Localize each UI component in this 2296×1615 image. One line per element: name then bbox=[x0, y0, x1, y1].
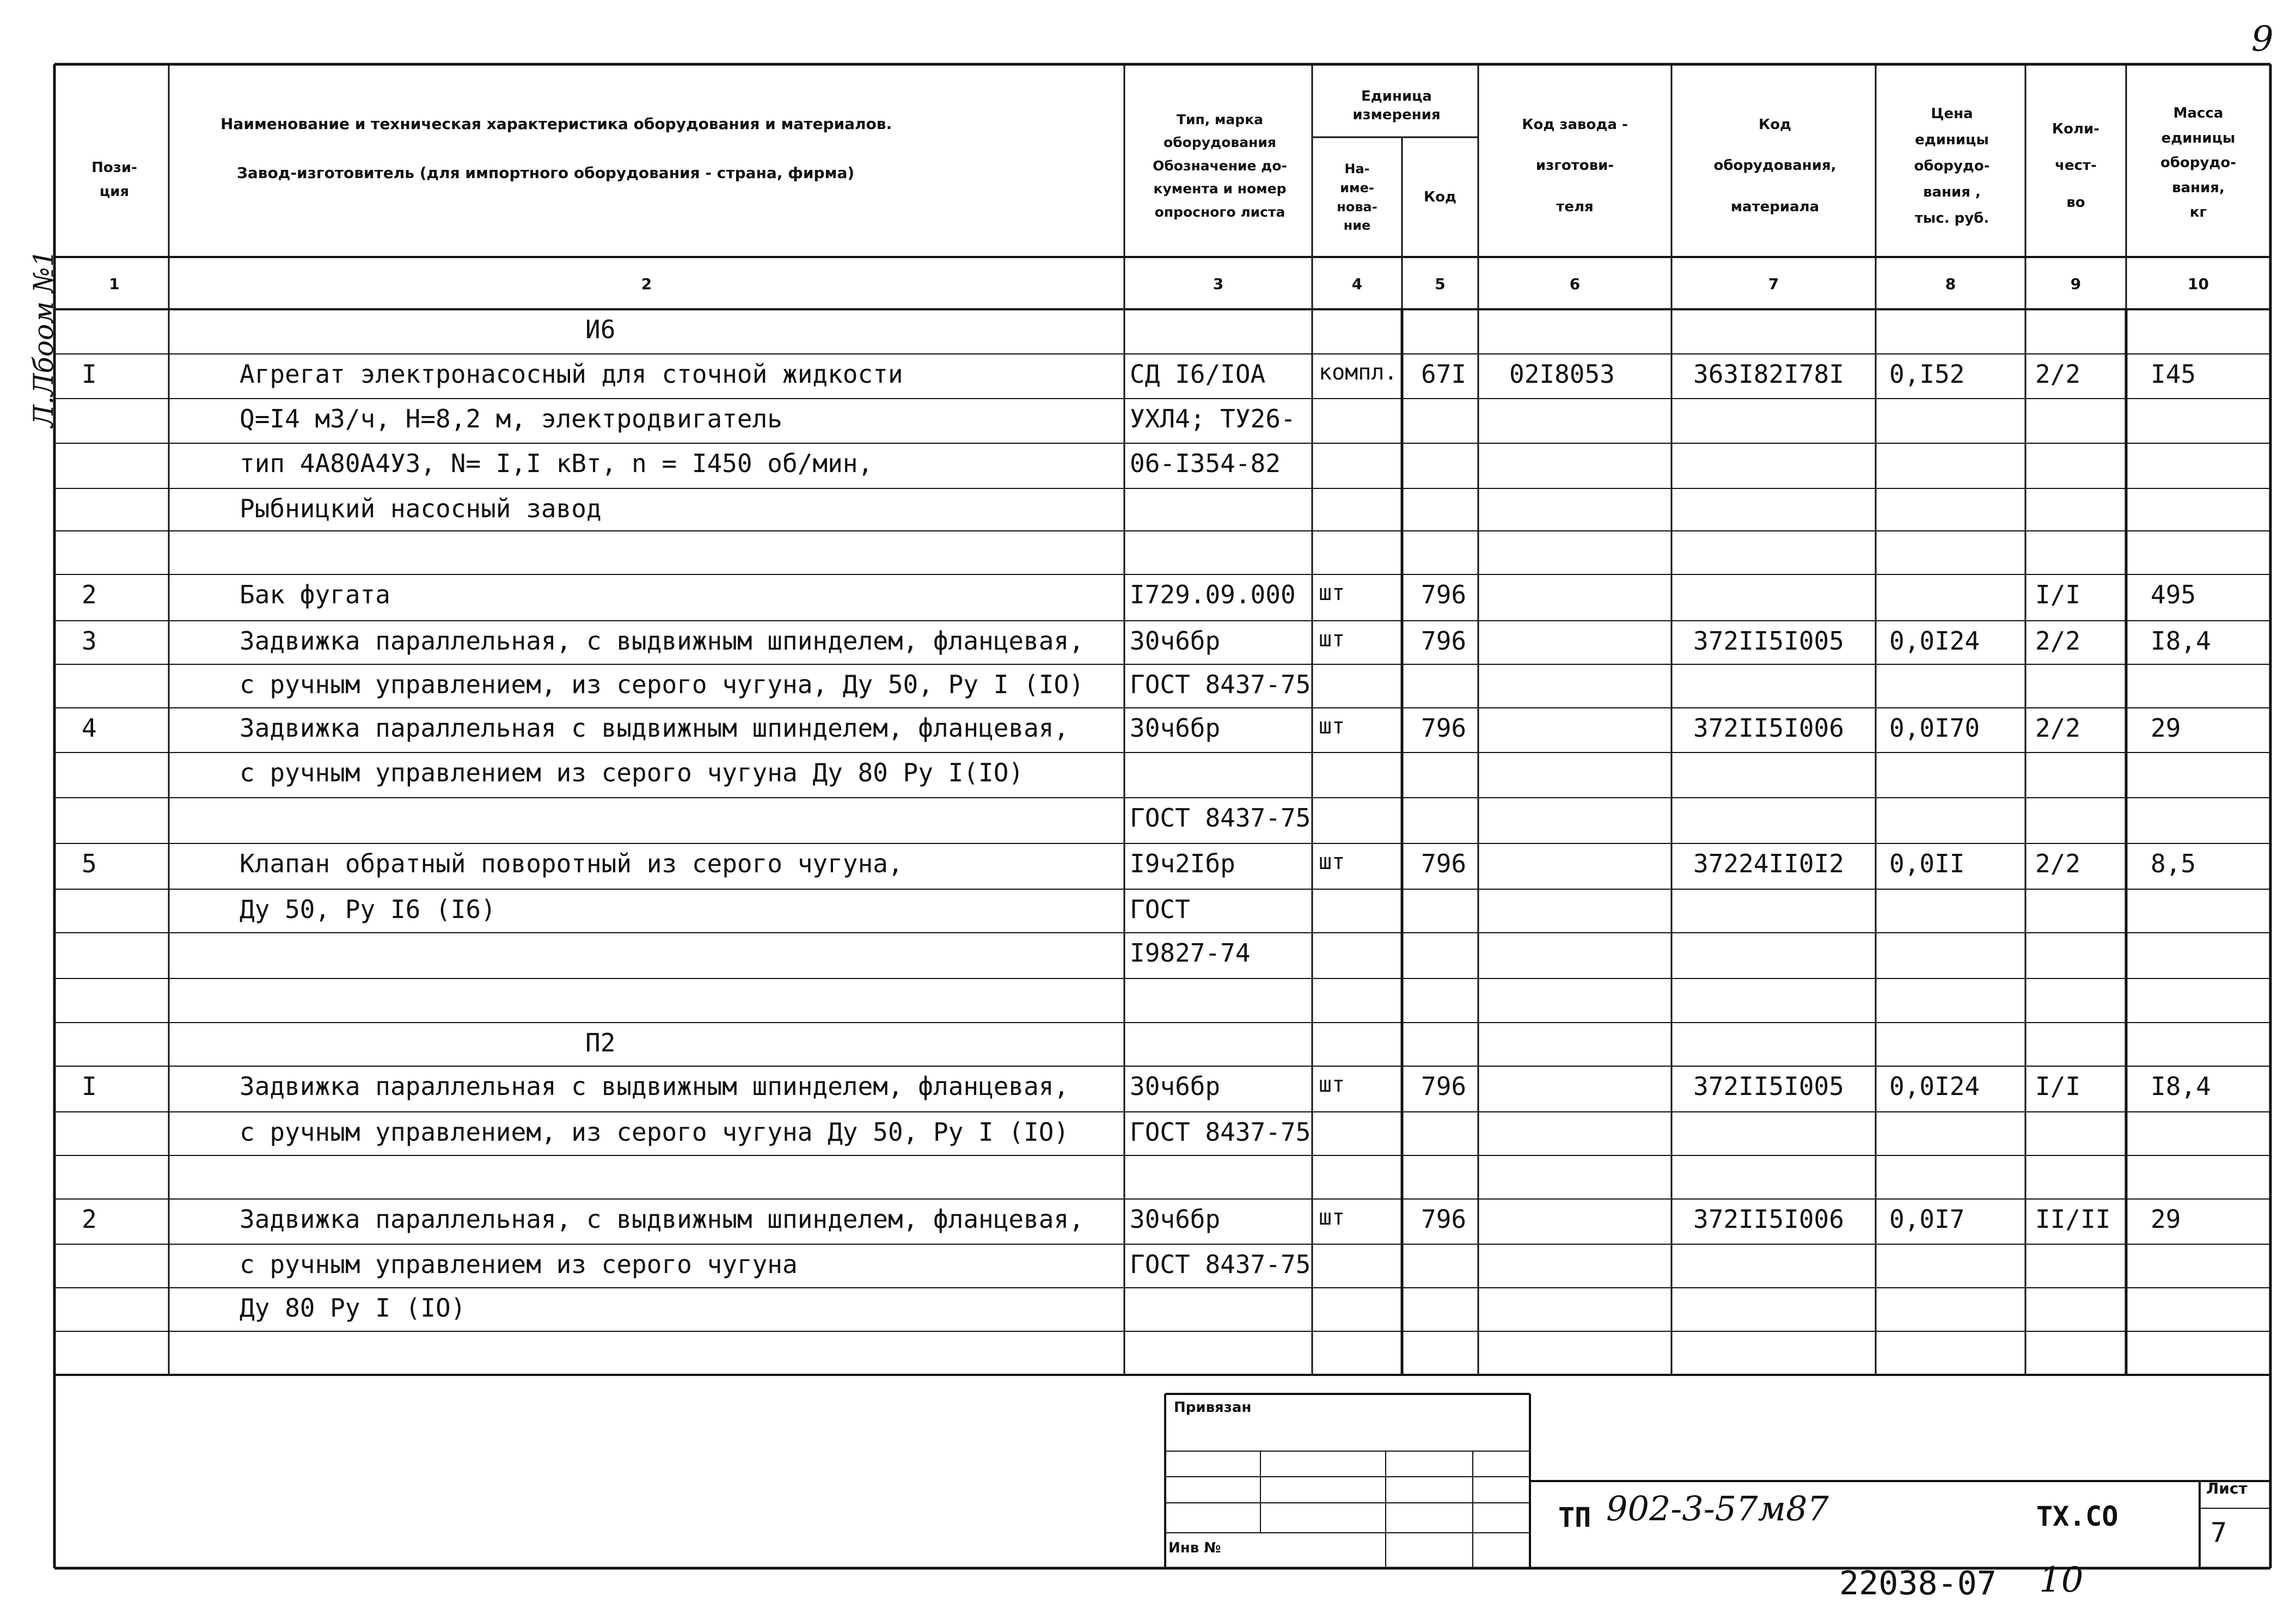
table-cell-c2: Q=I4 м3/ч, Н=8,2 м, электродвигатель bbox=[240, 404, 782, 433]
table-cell-c7: 363I82I78I bbox=[1693, 359, 1844, 389]
column-number: 6 bbox=[1569, 275, 1581, 293]
table-cell-c10: 29 bbox=[2151, 1204, 2181, 1234]
table-cell-c9: II/II bbox=[2035, 1204, 2111, 1234]
table-cell-c7: 372II5I005 bbox=[1693, 1072, 1844, 1101]
table-cell-c4: шт bbox=[1319, 714, 1345, 739]
table-cell-c2: И6 bbox=[585, 315, 616, 344]
table-cell-c7: 372II5I006 bbox=[1693, 1204, 1844, 1234]
table-cell-c10: I45 bbox=[2151, 359, 2196, 389]
table-cell-c3: I729.09.000 bbox=[1130, 580, 1296, 609]
table-cell-c5: 796 bbox=[1421, 1072, 1467, 1101]
stamp-doc-code: ТХ.СО bbox=[2036, 1501, 2119, 1532]
table-cell-c1: 2 bbox=[82, 580, 97, 609]
table-cell-c2: с ручным управлением из серого чугуна bbox=[240, 1250, 798, 1279]
table-cell-c2: Задвижка параллельная с выдвижным шпинделем, фланцевая, bbox=[240, 1072, 1069, 1101]
header-position: Пози- ция bbox=[91, 159, 137, 200]
table-cell-c1: I bbox=[82, 1072, 97, 1101]
table-cell-c3: ГОСТ 8437-75 bbox=[1130, 1117, 1311, 1147]
table-cell-c8: 0,0I24 bbox=[1889, 626, 1980, 656]
table-cell-c10: I8,4 bbox=[2151, 1072, 2211, 1101]
table-cell-c2: Задвижка параллельная, с выдвижным шпинделем, фланцевая, bbox=[240, 1204, 1084, 1234]
table-cell-c3: 30ч6бр bbox=[1130, 1072, 1221, 1101]
table-cell-c1: 3 bbox=[82, 626, 97, 656]
stamp-sheet-label: Лист bbox=[2206, 1479, 2248, 1497]
table-cell-c1: 4 bbox=[82, 713, 97, 743]
table-cell-c3: 30ч6бр bbox=[1130, 1204, 1221, 1234]
table-cell-c8: 0,0I70 bbox=[1889, 713, 1980, 743]
table-cell-c2: Клапан обратный поворотный из серого чугуна, bbox=[240, 849, 903, 878]
column-number: 8 bbox=[1945, 275, 1956, 293]
corner-page-number: 9 bbox=[2251, 19, 2274, 59]
table-cell-c2: тип 4А80А4У3, N= I,I кВт, n = I450 об/мин, bbox=[240, 449, 873, 478]
table-cell-c2: с ручным управлением, из серого чугуна Ду 50, Ру I (IO) bbox=[240, 1117, 1069, 1147]
table-cell-c3: ГОСТ 8437-75 bbox=[1130, 670, 1311, 699]
header-quantity: Коли- чест- во bbox=[2052, 120, 2100, 211]
header-unit-price: Цена единицы оборудо- вания , тыс. руб. bbox=[1914, 105, 1990, 227]
column-number: 10 bbox=[2188, 275, 2209, 293]
table-cell-c1: 5 bbox=[82, 849, 97, 878]
table-cell-c8: 0,0I7 bbox=[1889, 1204, 1965, 1234]
stamp-doc-number: 902-3-57м87 bbox=[1606, 1489, 1829, 1528]
bottom-archive-code: 22038-07 bbox=[1839, 1564, 1997, 1602]
table-cell-c3: ГОСТ 8437-75 bbox=[1130, 1250, 1311, 1279]
table-cell-c10: I8,4 bbox=[2151, 626, 2211, 656]
table-cell-c7: 372II5I005 bbox=[1693, 626, 1844, 656]
table-cell-c2: Агрегат электронасосный для сточной жидкости bbox=[240, 359, 903, 389]
table-cell-c9: 2/2 bbox=[2035, 626, 2081, 656]
table-cell-c5: 796 bbox=[1421, 713, 1467, 743]
table-cell-c8: 0,0I24 bbox=[1889, 1072, 1980, 1101]
table-cell-c2: П2 bbox=[585, 1028, 616, 1057]
table-cell-c2: Задвижка параллельная с выдвижным шпинделем, фланцевая, bbox=[240, 713, 1069, 743]
table-cell-c3: 30ч6бр bbox=[1130, 626, 1221, 656]
column-number: 1 bbox=[109, 275, 120, 293]
table-cell-c5: 67I bbox=[1421, 359, 1467, 389]
table-cell-c9: I/I bbox=[2035, 1072, 2081, 1101]
column-number: 4 bbox=[1351, 275, 1363, 293]
header-type-mark: Тип, марка оборудования Обозначение до- кумента и номер опросного листа bbox=[1153, 111, 1287, 220]
table-cell-c6: 02I8053 bbox=[1509, 359, 1615, 389]
table-cell-c4: шт bbox=[1319, 849, 1345, 874]
side-handwritten-note: Л.Лбоом №1 bbox=[28, 249, 59, 427]
column-number: 5 bbox=[1435, 275, 1446, 293]
table-cell-c3: ГОСТ bbox=[1130, 895, 1190, 924]
table-cell-c3: 30ч6бр bbox=[1130, 713, 1221, 743]
table-cell-c9: 2/2 bbox=[2035, 359, 2081, 389]
table-cell-c5: 796 bbox=[1421, 580, 1467, 609]
table-cell-c2: Ду 80 Ру I (IO) bbox=[240, 1293, 466, 1323]
table-cell-c8: 0,I52 bbox=[1889, 359, 1965, 389]
column-number: 2 bbox=[641, 275, 652, 293]
column-number: 3 bbox=[1213, 275, 1224, 293]
table-cell-c4: шт bbox=[1319, 1205, 1345, 1230]
table-cell-c3: 06-I354-82 bbox=[1130, 449, 1281, 478]
table-cell-c5: 796 bbox=[1421, 849, 1467, 878]
table-cell-c4: шт bbox=[1319, 1072, 1345, 1097]
table-cell-c1: I bbox=[82, 359, 97, 389]
table-cell-c8: 0,0II bbox=[1889, 849, 1965, 878]
table-cell-c1: 2 bbox=[82, 1204, 97, 1234]
stamp-inv-label: Инв № bbox=[1168, 1540, 1221, 1556]
header-unit-code: Код bbox=[1423, 189, 1457, 206]
table-cell-c5: 796 bbox=[1421, 1204, 1467, 1234]
table-cell-c2: Рыбницкий насосный завод bbox=[240, 494, 602, 523]
table-cell-c2: Задвижка параллельная, с выдвижным шпинделем, фланцевая, bbox=[240, 626, 1084, 656]
table-cell-c7: 372II5I006 bbox=[1693, 713, 1844, 743]
table-cell-c5: 796 bbox=[1421, 626, 1467, 656]
header-unit-name: На- име- нова- ние bbox=[1337, 161, 1377, 234]
table-cell-c9: 2/2 bbox=[2035, 849, 2081, 878]
column-number: 7 bbox=[1768, 275, 1779, 293]
table-cell-c9: 2/2 bbox=[2035, 713, 2081, 743]
table-cell-c4: шт bbox=[1319, 580, 1345, 605]
header-name-line2: Завод-изготовитель (для импортного оборудования - страна, фирма) bbox=[237, 164, 855, 182]
table-cell-c3: I9ч2Iбр bbox=[1130, 849, 1235, 878]
header-unit-group: Единица измерения bbox=[1352, 88, 1441, 123]
table-cell-c7: 37224II0I2 bbox=[1693, 849, 1844, 878]
table-cell-c10: 8,5 bbox=[2151, 849, 2196, 878]
column-number: 9 bbox=[2070, 275, 2081, 293]
table-cell-c2: Бак фугата bbox=[240, 580, 390, 609]
table-cell-c10: 495 bbox=[2151, 580, 2196, 609]
table-cell-c9: I/I bbox=[2035, 580, 2081, 609]
table-cell-c2: с ручным управлением, из серого чугуна, Ду 50, Ру I (IO) bbox=[240, 670, 1084, 699]
table-cell-c4: компл. bbox=[1319, 360, 1398, 385]
table-cell-c3: УХЛ4; ТУ26- bbox=[1130, 404, 1296, 433]
stamp-sheet-number: 7 bbox=[2211, 1517, 2227, 1549]
header-name-line1: Наименование и техническая характеристика оборудования и материалов. bbox=[221, 115, 892, 133]
table-cell-c4: шт bbox=[1319, 627, 1345, 652]
header-unit-mass: Масса единицы оборудо- вания, кг bbox=[2160, 105, 2237, 221]
stamp-doc-prefix: ТП bbox=[1558, 1502, 1591, 1533]
header-equipment-code: Код оборудования, материала bbox=[1713, 116, 1836, 215]
table-cell-c2: с ручным управлением из серого чугуна Ду 80 Ру I(IO) bbox=[240, 758, 1024, 787]
table-cell-c3: I9827-74 bbox=[1130, 938, 1251, 968]
header-plant-code: Код завода - изготови- теля bbox=[1522, 116, 1628, 215]
table-cell-c3: СД I6/IOA bbox=[1130, 359, 1266, 389]
table-cell-c2: Ду 50, Ру I6 (I6) bbox=[240, 895, 496, 924]
bottom-page-number: 10 bbox=[2039, 1560, 2084, 1600]
stamp-privyazan-label: Привязан bbox=[1174, 1399, 1252, 1416]
table-cell-c10: 29 bbox=[2151, 713, 2181, 743]
table-cell-c3: ГОСТ 8437-75 bbox=[1130, 803, 1311, 833]
